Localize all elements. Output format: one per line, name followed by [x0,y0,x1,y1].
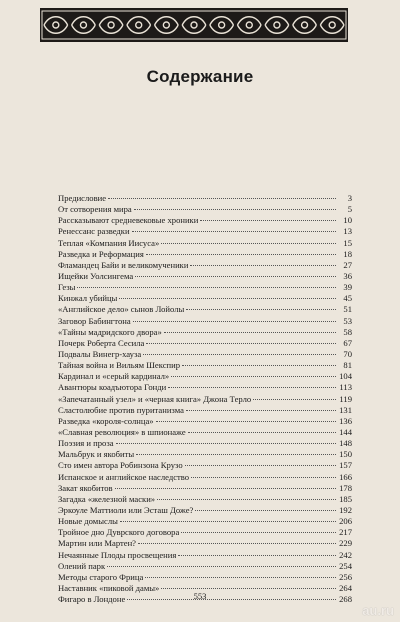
toc-leader-dots [119,298,336,299]
toc-entry-title: Тройное дно Дуврского договора [58,527,180,538]
toc-entry-title: Рассказывают средневековые хроники [58,215,199,226]
toc-entry-page: 119 [339,393,352,404]
toc-entry-title: Загадка «железной маски» [58,493,156,504]
toc-leader-dots [171,376,336,377]
toc-leader-dots [253,399,336,400]
toc-leader-dots [186,309,336,310]
toc-entry-page: 264 [339,582,352,593]
toc-entry-page: 36 [343,270,352,281]
toc-entry-title: Разведка и Реформация [58,248,144,259]
toc-entry [58,226,352,237]
toc-entry-page: 229 [339,538,352,549]
toc-entry [58,550,352,561]
toc-entry-page: 256 [339,571,352,582]
toc-entry-title: Заговор Бабингтона [58,315,131,326]
table-of-contents [58,193,352,605]
toc-entry-page: 67 [343,337,352,348]
toc-entry [58,293,352,304]
toc-entry-page: 58 [343,326,352,337]
toc-entry-title: «Запечатанный узел» и «черная книга» Джона Терло [58,393,252,404]
toc-entry [58,416,352,427]
toc-entry [58,561,352,572]
toc-leader-dots [186,410,336,411]
toc-leader-dots [107,566,336,567]
toc-entry [58,405,352,416]
toc-leader-dots [168,387,336,388]
toc-entry [58,360,352,371]
toc-entry [58,327,352,338]
toc-leader-dots [156,421,336,422]
toc-entry-title: Новые домыслы [58,516,118,527]
toc-entry-title: Фламандец Байи и великомученики [58,259,189,270]
toc-entry-title: Мальбрук и якобиты [58,449,135,460]
toc-entry-title: Фигаро в Лондоне [58,594,126,605]
toc-entry-page: 51 [343,304,352,315]
toc-entry-title: Сто имен автора Робинзона Крузо [58,460,183,471]
toc-entry [58,204,352,215]
toc-entry-title: Почерк Роберта Сесила [58,337,145,348]
toc-leader-dots [178,555,336,556]
toc-entry-page: 217 [339,527,352,538]
toc-leader-dots [191,477,336,478]
toc-leader-dots [145,577,336,578]
toc-leader-dots [157,499,336,500]
toc-entry-page: 268 [339,594,352,605]
toc-leader-dots [146,343,336,344]
toc-entry-page: 3 [347,193,352,203]
toc-leader-dots [188,432,336,433]
toc-entry [58,527,352,538]
toc-leader-dots [164,332,336,333]
toc-leader-dots [116,443,336,444]
toc-entry-title: От сотворения мира [58,204,132,215]
toc-entry-page: 192 [339,504,352,515]
toc-leader-dots [136,454,336,455]
toc-entry-page: 166 [339,471,352,482]
toc-entry-title: Ренессанс разведки [58,226,130,237]
toc-entry [58,382,352,393]
toc-entry [58,249,352,260]
toc-entry-title: Тайная война и Вильям Шекспир [58,360,180,371]
toc-entry-page: 131 [339,404,352,415]
toc-entry-page: 10 [343,215,352,226]
toc-entry-title: Кардинал и «серый кардинал» [58,371,170,382]
toc-entry-title: Олений парк [58,560,106,571]
toc-entry-title: Теплая «Компания Иисуса» [58,237,160,248]
toc-entry-page: 206 [339,516,352,527]
toc-entry [58,304,352,315]
toc-leader-dots [161,588,336,589]
page-title: Содержание [146,67,254,86]
toc-entry-title: Испанское и английское наследство [58,471,190,482]
toc-entry-page: 39 [343,282,352,293]
toc-entry-title: Авантюры коадъютора Гонди [58,382,167,393]
toc-entry-title: Закат якобитов [58,482,113,493]
toc-leader-dots [77,287,336,288]
toc-entry-page: 148 [339,438,352,449]
toc-leader-dots [181,532,336,533]
toc-entry [58,538,352,549]
toc-entry-page: 150 [339,449,352,460]
toc-entry [58,572,352,583]
toc-entry [58,505,352,516]
toc-entry-title: «Тайны мадридского двора» [58,326,162,337]
toc-entry-page: 104 [339,371,352,382]
toc-leader-dots [132,231,336,232]
toc-leader-dots [161,243,336,244]
toc-entry-title: Нечаянные Плоды просвещения [58,549,177,560]
toc-entry-page: 178 [339,482,352,493]
toc-entry-page: 27 [343,259,352,270]
toc-entry [58,271,352,282]
toc-leader-dots [182,365,336,366]
toc-entry-title: Разведка «короля-солнца» [58,415,154,426]
toc-leader-dots [115,488,336,489]
toc-entry-page: 70 [343,348,352,359]
toc-entry-page: 81 [343,360,352,371]
toc-entry-page: 157 [339,460,352,471]
toc-entry-title: Подвалы Винегр-хауза [58,348,142,359]
toc-entry-title: «Славная революция» в шпионаже [58,426,186,437]
toc-leader-dots [138,543,336,544]
toc-leader-dots [185,465,336,466]
toc-entry-title: Мартин или Мартен? [58,538,136,549]
toc-entry-page: 136 [339,415,352,426]
toc-entry-title: «Английское дело» сынов Лойолы [58,304,185,315]
toc-entry [58,449,352,460]
toc-entry-title: Поэзия и проза [58,438,114,449]
toc-entry-title: Кинжал убийцы [58,293,118,304]
toc-entry [58,472,352,483]
toc-leader-dots [146,254,336,255]
toc-leader-dots [135,276,336,277]
toc-entry [58,238,352,249]
toc-leader-dots [108,198,336,199]
toc-entry-title: Наставник «пиковой дамы» [58,582,160,593]
toc-entry-page: 113 [339,382,352,393]
toc-leader-dots [200,220,336,221]
toc-leader-dots [190,265,336,266]
toc-entry [58,394,352,405]
toc-entry [58,349,352,360]
toc-entry-page: 144 [339,426,352,437]
toc-entry-page: 15 [343,237,352,248]
toc-entry-page: 242 [339,549,352,560]
toc-entry [58,338,352,349]
toc-entry [58,193,352,204]
toc-leader-dots [143,354,336,355]
toc-entry [58,516,352,527]
toc-entry-title: Сластолюбие против пуританизма [58,404,184,415]
toc-entry [58,316,352,327]
toc-entry-title: Методы старого Фрица [58,571,144,582]
toc-entry-page: 18 [343,248,352,259]
toc-entry [58,260,352,271]
toc-leader-dots [134,209,336,210]
toc-entry-page: 13 [343,226,352,237]
toc-entry [58,282,352,293]
toc-entry-title: Гезы [58,282,76,293]
toc-entry-title: Эркоуле Маттиоли или Эсташ Доже? [58,504,194,515]
toc-entry [58,371,352,382]
toc-entry-title: Предисловие [58,193,107,203]
toc-entry [58,460,352,471]
toc-entry [58,494,352,505]
toc-entry-title: Ищейки Уолсингема [58,270,134,281]
toc-entry-page: 53 [343,315,352,326]
toc-leader-dots [120,521,336,522]
toc-entry [58,438,352,449]
toc-entry-page: 254 [339,560,352,571]
toc-entry-page: 45 [343,293,352,304]
toc-entry [58,427,352,438]
toc-entry [58,215,352,226]
toc-entry-page: 5 [347,204,352,215]
watermark-logo: au.ru [362,603,394,618]
toc-leader-dots [195,510,336,511]
page-number: 553 [193,591,207,601]
toc-entry-page: 185 [339,493,352,504]
toc-leader-dots [133,321,336,322]
decorative-border-ornament [40,8,348,42]
toc-entry [58,483,352,494]
